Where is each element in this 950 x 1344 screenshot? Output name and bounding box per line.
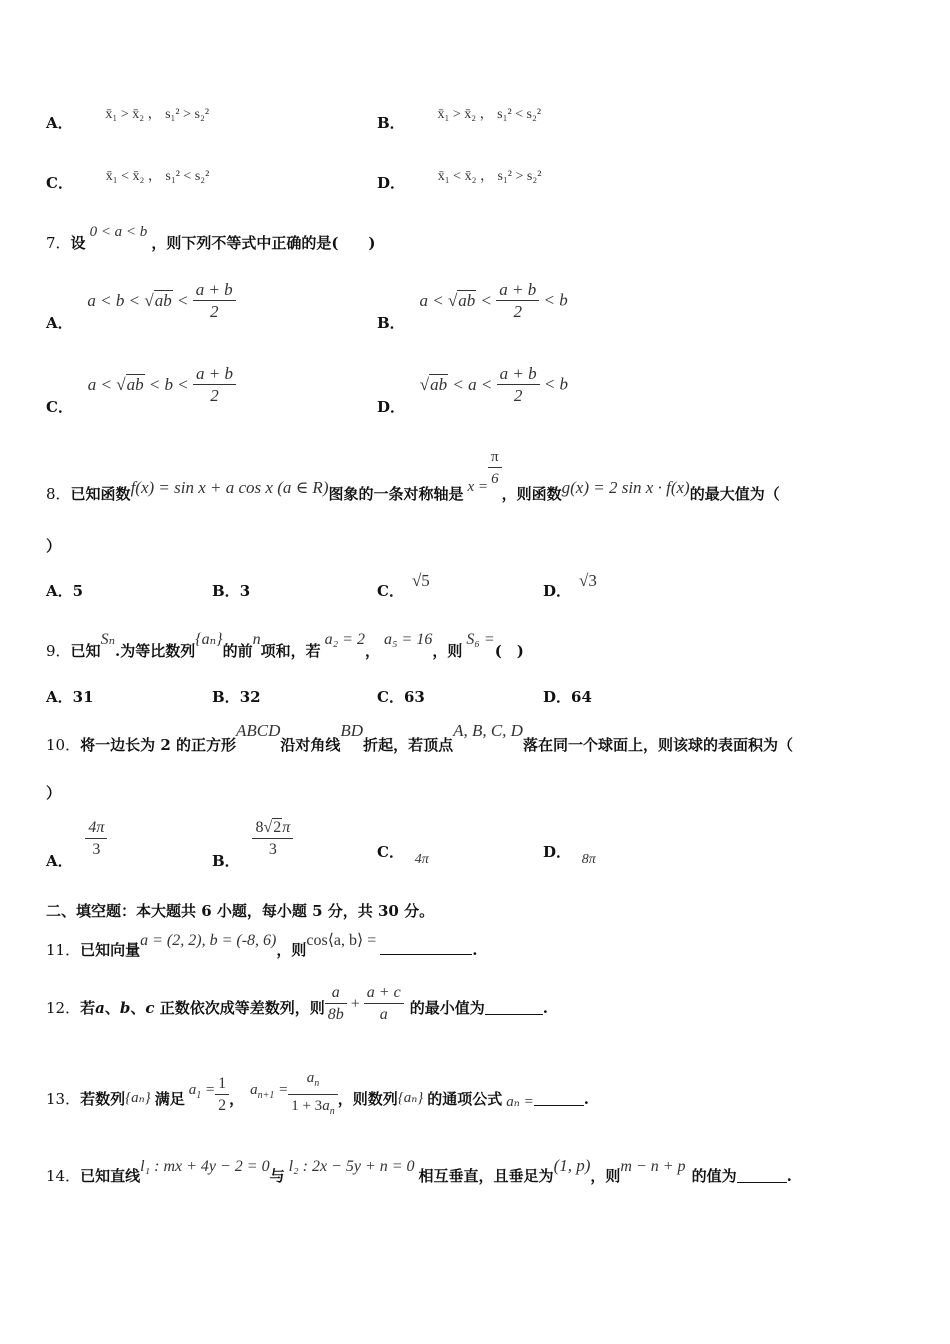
q14-answer-blank[interactable] <box>737 1166 787 1183</box>
q12-b: b <box>119 998 131 1017</box>
q8-a-value: 5 <box>72 582 84 600</box>
q6-option-c[interactable] <box>46 169 210 193</box>
q13-stem: 13．若数列{aₙ} 满足 $a_1$ = $\frac{1}{2}$ ， $a_{n+1}$ = $\frac{a_n}{1 + 3a_n}$ ，则数列{aₙ} 的通项公式 aₙ = . <box>46 1070 589 1117</box>
q9-c-value: 63 <box>403 688 425 706</box>
q10-bd: BD <box>340 721 364 740</box>
q9-t5: ，则 <box>432 642 463 660</box>
q6-option-b[interactable] <box>377 107 542 133</box>
q9-b-value: 32 <box>239 688 261 706</box>
q9-option-a[interactable] <box>46 686 94 707</box>
q10-d-label: D． <box>543 843 572 861</box>
q10-d-value: 8π <box>581 852 596 867</box>
q13-sep: ， <box>229 1089 245 1108</box>
q9-sep: ， <box>364 642 380 660</box>
q8-fx: f(x) = sin x + a cos x (a ∈ R) <box>130 477 329 497</box>
q13-end: . <box>583 1089 589 1108</box>
q13-t2: 满足 <box>154 1089 185 1108</box>
q6-option-a[interactable] <box>46 107 210 133</box>
q9-option-d[interactable] <box>543 686 592 707</box>
q8-gx: g(x) = 2 sin x · f(x) <box>561 477 690 497</box>
q11-answer-blank[interactable] <box>380 938 472 955</box>
q10-option-b[interactable]: B． $\frac{8√2\pi}{3}$ <box>212 818 293 861</box>
q7-option-c[interactable]: C． a < √ab < b < $\frac{a + b}{2}$ <box>46 364 236 407</box>
q6-c-label: C． <box>46 174 73 192</box>
q14-foot: (1, p) <box>553 1156 591 1175</box>
q9-t3: 的前 <box>222 642 253 660</box>
q9-t6: ( ) <box>494 642 524 660</box>
q13-number: 13． <box>46 1089 81 1108</box>
q13-an-2: {aₙ} <box>397 1089 424 1106</box>
q11-vectors: a = (2, 2), b = (-8, 6) <box>140 932 277 949</box>
q10-option-c[interactable] <box>377 841 429 867</box>
q14-l1: l₁ : mx + 4y − 2 = 0 <box>140 1158 270 1175</box>
q13-an: {aₙ} <box>125 1089 151 1106</box>
q10-abcd: ABCD <box>235 721 281 740</box>
q8-d-value: √3 <box>579 571 597 590</box>
q8-c-value: √5 <box>411 571 430 590</box>
q9-a5: a₅ = 16 <box>383 631 433 648</box>
q7-option-d[interactable]: D． √ab < a < $\frac{a + b}{2}$ < b <box>377 364 569 416</box>
q8-t3: ，则函数 <box>501 484 562 503</box>
q6-b-math: x̄₁ > x̄₂ ， s₁² < s₂² <box>437 107 542 122</box>
q6-a-label: A． <box>46 114 73 132</box>
q10-points: A, B, C, D <box>453 721 523 740</box>
q12-stem: 12．若a、b、c 正数依次成等差数列，则 $\frac{a}{8b}$ + $\frac{a + c}{a}$ 的最小值为 . <box>46 984 548 1023</box>
q14-stem <box>46 1154 792 1185</box>
q7-a-label: A． <box>46 313 73 332</box>
q9-t4: 项和，若 <box>260 642 321 660</box>
q6-d-label: D． <box>377 174 406 192</box>
q9-c-label: C． <box>377 688 404 706</box>
q9-option-b[interactable] <box>212 686 261 707</box>
q9-sn: Sₙ <box>100 631 116 648</box>
q10-number: 10． <box>46 736 81 754</box>
q14-t2: 与 <box>269 1167 285 1185</box>
q9-d-value: 64 <box>571 688 592 706</box>
q10-t2: 沿对角线 <box>280 736 341 754</box>
q10-c-label: C． <box>377 843 404 861</box>
q12-number: 12． <box>46 998 81 1017</box>
q9-s6: S₆ = <box>466 631 495 648</box>
q11-t1: 已知向量 <box>80 941 141 959</box>
q11-t2: ，则 <box>276 941 307 959</box>
q9-a2: a₂ = 2 <box>324 631 365 648</box>
q9-number: 9． <box>46 642 71 660</box>
q7-pre: 设 <box>70 234 86 252</box>
q12-a: a <box>95 998 105 1017</box>
q12-end: . <box>542 998 548 1017</box>
q13-answer-blank[interactable] <box>534 1089 584 1106</box>
q13-aneq: aₙ = <box>506 1093 534 1110</box>
q9-option-c[interactable] <box>377 686 425 707</box>
q11-stem <box>46 928 478 959</box>
q10-option-a[interactable]: A． $\frac{4\pi}{3}$ <box>46 818 107 861</box>
q14-expr: m − n + p <box>620 1158 686 1175</box>
q10-t1: 将一边长为 2 的正方形 <box>80 736 236 754</box>
q9-an: {aₙ} <box>195 631 223 648</box>
q7-d-label: D． <box>377 397 406 416</box>
q6-b-label: B． <box>377 114 405 132</box>
q11-cos: cos⟨a, b⟩ = <box>306 932 377 949</box>
q14-number: 14． <box>46 1167 81 1185</box>
q9-d-label: D． <box>543 688 572 706</box>
q7-post: ，则下列不等式中正确的是( ) <box>151 234 376 252</box>
q10-a-label: A． <box>46 851 73 870</box>
q9-stem <box>46 628 524 660</box>
q12-t3: 的最小值为 <box>409 998 485 1017</box>
q10-b-label: B． <box>212 851 240 870</box>
q7-number: 7． <box>46 234 71 252</box>
q12-c: c <box>145 998 155 1017</box>
q12-t2: 正数依次成等差数列，则 <box>154 998 325 1017</box>
q10-t3: 折起，若顶点 <box>363 736 454 754</box>
q10-option-d[interactable] <box>543 841 596 867</box>
q6-option-d[interactable] <box>377 169 542 193</box>
q6-c-math: x̄₁ < x̄₂ ， s₁² < s₂² <box>105 169 210 184</box>
q8-axis-fraction: $\frac{\pi}{6}$ <box>488 447 502 490</box>
q10-close: ） <box>46 784 62 802</box>
q9-n: n <box>252 631 261 648</box>
q13-t3: ，则数列 <box>337 1089 398 1108</box>
q7-condition: 0 < a < b <box>89 224 148 240</box>
q8-option-d[interactable] <box>543 571 597 601</box>
q13-t4: 的通项公式 <box>427 1089 503 1108</box>
q14-l2: l₂ : 2x − 5y + n = 0 <box>288 1158 415 1175</box>
q12-answer-blank[interactable] <box>485 998 543 1015</box>
q11-end: . <box>472 941 478 959</box>
q10-c-value: 4π <box>414 852 429 867</box>
q8-a-label: A． <box>46 582 73 600</box>
q8-t2: 图象的一条对称轴是 <box>328 484 464 503</box>
q8-option-b[interactable] <box>212 580 250 601</box>
q14-t4: ，则 <box>590 1167 621 1185</box>
q14-end: . <box>786 1167 792 1185</box>
q14-t1: 已知直线 <box>80 1167 141 1185</box>
q9-t2: .为等比数列 <box>115 642 196 660</box>
q8-c-label: C． <box>377 582 404 600</box>
q8-d-label: D． <box>543 582 572 600</box>
q13-t1: 若数列 <box>80 1089 126 1108</box>
q6-a-math: x̄₁ > x̄₂ ， s₁² > s₂² <box>105 107 210 122</box>
q8-b-label: B． <box>212 582 240 600</box>
q12-sep2: 、 <box>130 998 146 1017</box>
q9-a-value: 31 <box>72 688 94 706</box>
q8-t1: 已知函数 <box>70 484 131 503</box>
q9-b-label: B． <box>212 688 240 706</box>
q10-t4: 落在同一个球面上，则该球的表面积为（ <box>522 736 793 754</box>
q6-d-math: x̄₁ < x̄₂ ， s₁² > s₂² <box>437 169 542 184</box>
q7-b-label: B． <box>377 313 405 332</box>
q8-option-c[interactable] <box>377 571 430 601</box>
q12-sep1: 、 <box>104 998 120 1017</box>
q7-stem <box>46 224 376 253</box>
q14-t3: 相互垂直，且垂足为 <box>418 1167 554 1185</box>
q9-a-label: A． <box>46 688 73 706</box>
q12-t1: 若 <box>80 998 96 1017</box>
q7-c-label: C． <box>46 397 73 416</box>
q8-stem: 8．已知函数f(x) = sin x + a cos x (a ∈ R)图象的一条对称轴是 x = $\frac{\pi}{6}$ ，则函数g(x) = 2 sin x · f(x)的最大值为（ <box>46 449 780 503</box>
q11-number: 11． <box>46 941 81 959</box>
q8-b-value: 3 <box>239 582 251 600</box>
q10-stem <box>46 720 793 754</box>
q8-number: 8． <box>46 484 71 503</box>
section2-heading: 二、填空题：本大题共 6 小题，每小题 5 分，共 30 分。 <box>46 902 435 920</box>
q8-option-a[interactable] <box>46 580 83 601</box>
q8-close: ） <box>46 537 62 555</box>
q7-option-b[interactable]: B． a < √ab < $\frac{a + b}{2}$ < b <box>377 280 568 332</box>
q9-t1: 已知 <box>70 642 101 660</box>
q8-t4: 的最大值为（ <box>689 484 780 503</box>
q7-option-a[interactable]: A． a < b < √ab < $\frac{a + b}{2}$ <box>46 280 236 323</box>
q14-t5: 的值为 <box>691 1167 737 1185</box>
